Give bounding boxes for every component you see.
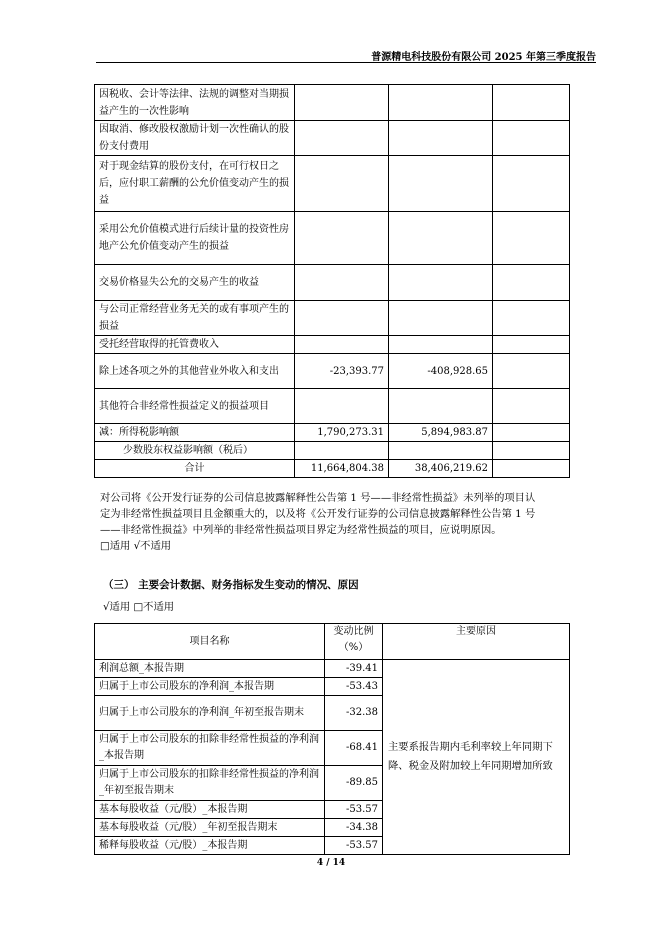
row-label: 减：所得税影响额 (95, 424, 295, 442)
row-label: 受托经营取得的托管费收入 (95, 336, 295, 354)
item-name: 归属于上市公司股东的扣除非经常性损益的净利润_本报告期 (95, 731, 325, 766)
ratio-header-line: 变动比例 (333, 626, 374, 637)
current-period-value (295, 301, 389, 336)
table-row (95, 336, 570, 354)
applicability-checkbox-text: √适用 □不适用 (103, 601, 175, 613)
column-header-item: 项目名称 (95, 624, 325, 660)
paragraph-line: 对公司将《公开发行证券的公司信息披露解释性公告第 1 号——非经常性损益》未列举的项目认 (100, 492, 536, 504)
table-row (95, 85, 570, 121)
report-header: 普源精电科技股份有限公司 2025 年第三季度报告 (371, 52, 596, 63)
row-label: 与公司正常经营业务无关的或有事项产生的损益 (95, 301, 295, 336)
item-name: 利润总额_本报告期 (95, 660, 325, 678)
ytd-value (389, 389, 493, 424)
note-cell (493, 85, 570, 121)
table-row (95, 156, 570, 212)
ytd-value: 38,406,219.62 (389, 460, 493, 478)
table-row (95, 265, 570, 301)
note-cell (493, 354, 570, 389)
column-header-ratio (325, 624, 383, 660)
change-ratio: -34.38 (325, 819, 383, 837)
item-name: 基本每股收益（元/股）_年初至报告期末 (95, 819, 325, 837)
main-reason: 主要系报告期内毛利率较上年同期下降、税金及附加较上年同期增加所致 (383, 660, 570, 855)
ytd-value (389, 442, 493, 460)
note-cell (493, 301, 570, 336)
current-period-value: 11,664,804.38 (295, 460, 389, 478)
table-row (95, 389, 570, 424)
note-cell (493, 424, 570, 442)
row-label: 因取消、修改股权激励计划一次性确认的股份支付费用 (95, 121, 295, 156)
item-name: 基本每股收益（元/股）_本报告期 (95, 801, 325, 819)
row-label: 交易价格显失公允的交易产生的收益 (95, 265, 295, 301)
ytd-value (389, 301, 493, 336)
ytd-value (389, 156, 493, 212)
current-period-value (295, 265, 389, 301)
table-row (95, 442, 570, 460)
current-period-value (295, 336, 389, 354)
column-header-reason: 主要原因 (383, 624, 570, 660)
explanation-paragraph (100, 490, 570, 554)
row-label: 其他符合非经常性损益定义的损益项目 (95, 389, 295, 424)
current-period-value: -23,393.77 (295, 354, 389, 389)
item-name: 归属于上市公司股东的扣除非经常性损益的净利润_年初至报告期末 (95, 766, 325, 801)
applicability-checkbox-text: □适用 √不适用 (100, 540, 172, 552)
current-period-value (295, 121, 389, 156)
change-ratio-table (94, 623, 570, 855)
non-recurring-items-table (94, 84, 570, 478)
item-name: 稀释每股收益（元/股）_本报告期 (95, 837, 325, 855)
note-cell (493, 156, 570, 212)
header-divider (96, 62, 596, 63)
section-heading: （三） 主要会计数据、财务指标发生变动的情况、原因 (103, 579, 359, 591)
ytd-value (389, 336, 493, 354)
current-period-value (295, 442, 389, 460)
current-period-value (295, 156, 389, 212)
note-cell (493, 389, 570, 424)
table-row (95, 121, 570, 156)
change-ratio: -53.57 (325, 837, 383, 855)
ytd-value (389, 265, 493, 301)
paragraph-line: ——非经常性损益》中列举的非经常性损益项目界定为经常性损益的项目，应说明原因。 (100, 524, 502, 536)
paragraph-line: 定为非经常性损益项目且金额重大的，以及将《公开发行证券的公司信息披露解释性公告第 1 号 (100, 508, 536, 520)
table-row (95, 301, 570, 336)
table-row (95, 460, 570, 478)
page-number: 4 / 14 (316, 858, 346, 868)
ratio-header-unit: （%） (338, 642, 369, 653)
ytd-value (389, 212, 493, 265)
ytd-value: -408,928.65 (389, 354, 493, 389)
table-header-row (95, 624, 570, 660)
row-label: 因税收、会计等法律、法规的调整对当期损益产生的一次性影响 (95, 85, 295, 121)
note-cell (493, 121, 570, 156)
ytd-value: 5,894,983.87 (389, 424, 493, 442)
change-ratio: -39.41 (325, 660, 383, 678)
change-ratio: -89.85 (325, 766, 383, 801)
ytd-value (389, 121, 493, 156)
row-label: 采用公允价值模式进行后续计量的投资性房地产公允价值变动产生的损益 (95, 212, 295, 265)
note-cell (493, 212, 570, 265)
note-cell (493, 442, 570, 460)
change-ratio: -53.43 (325, 678, 383, 696)
change-ratio: -68.41 (325, 731, 383, 766)
table-row (95, 354, 570, 389)
current-period-value: 1,790,273.31 (295, 424, 389, 442)
note-cell (493, 460, 570, 478)
item-name: 归属于上市公司股东的净利润_本报告期 (95, 678, 325, 696)
note-cell (493, 336, 570, 354)
row-label: 少数股东权益影响额（税后） (95, 442, 295, 460)
item-name: 归属于上市公司股东的净利润_年初至报告期末 (95, 696, 325, 731)
change-ratio: -32.38 (325, 696, 383, 731)
current-period-value (295, 212, 389, 265)
current-period-value (295, 85, 389, 121)
row-label: 对于现金结算的股份支付，在可行权日之后，应付职工薪酬的公允价值变动产生的损益 (95, 156, 295, 212)
ytd-value (389, 85, 493, 121)
current-period-value (295, 389, 389, 424)
total-label: 合计 (95, 460, 295, 478)
table-row (95, 660, 570, 678)
table-row (95, 212, 570, 265)
table-row (95, 424, 570, 442)
note-cell (493, 265, 570, 301)
change-ratio: -53.57 (325, 801, 383, 819)
row-label: 除上述各项之外的其他营业外收入和支出 (95, 354, 295, 389)
